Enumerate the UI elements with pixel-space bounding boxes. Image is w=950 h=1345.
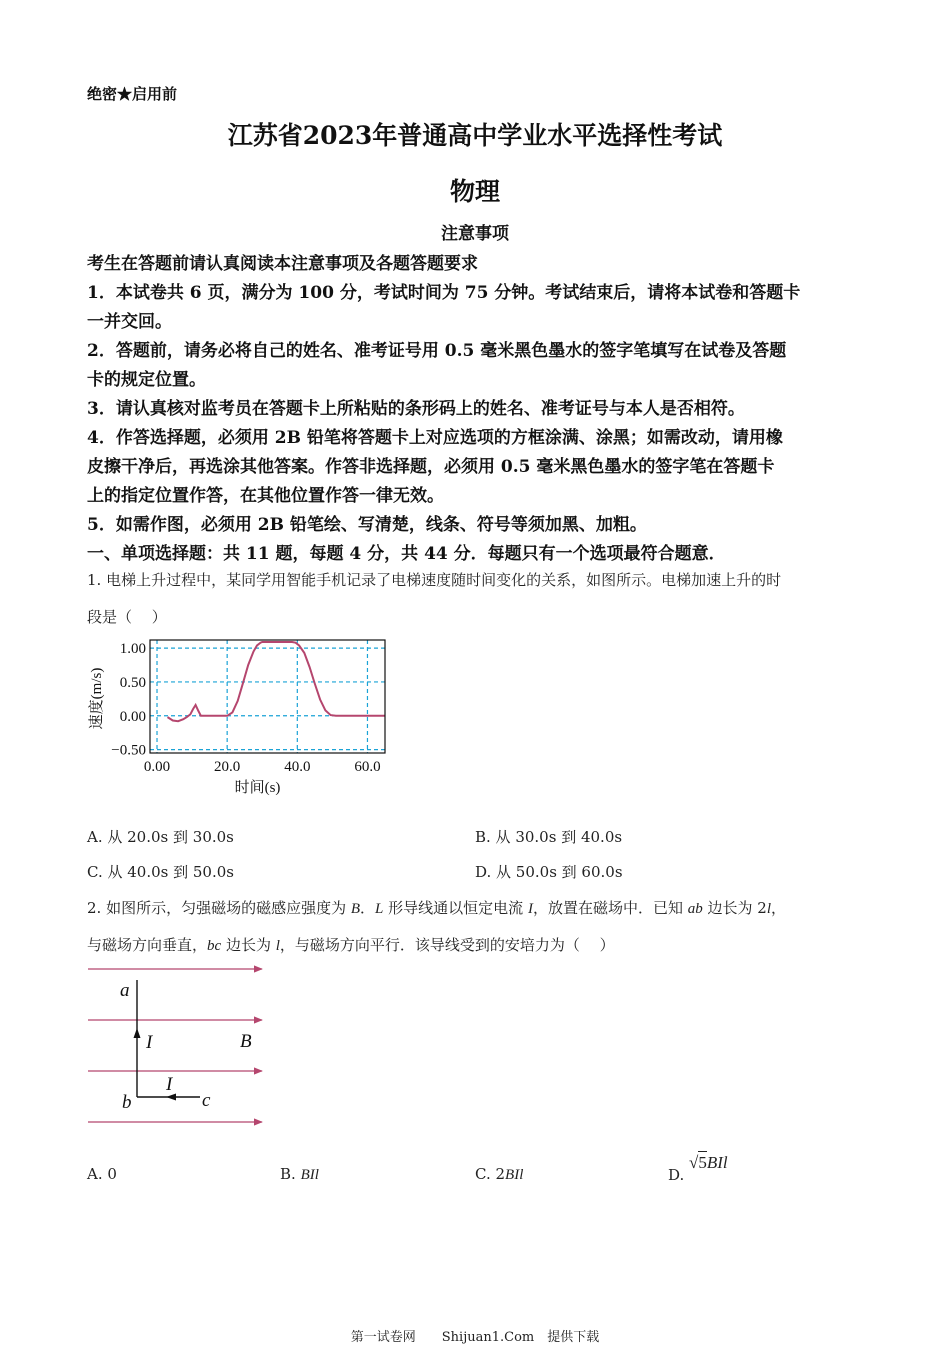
- notice-line: 5．如需作图，必须用 2B 铅笔绘、写清楚，线条、符号等须加黑、加粗。: [87, 515, 647, 535]
- x-axis-label: 时间(s): [234, 780, 281, 796]
- sqrt-symbol: √: [689, 1153, 699, 1172]
- question-2-text: 2. 如图所示，匀强磁场的磁感应强度为 B．L 形导线通以恒定电流 I，放置在磁场中．已知 ab 边长为 2l，: [87, 899, 786, 917]
- label-c: c: [202, 1090, 211, 1111]
- subject-title: 物理: [449, 177, 500, 206]
- y-axis-label: 速度(m/s): [89, 667, 105, 730]
- q1-option-a[interactable]: A. 从 20.0s 到 30.0s: [87, 828, 234, 846]
- confidential-label: 绝密★启用前: [87, 85, 178, 103]
- q2-option-d[interactable]: D. √5BIl: [668, 1153, 728, 1184]
- y-tick-label: 0.00: [119, 708, 146, 725]
- page-footer: 第一试卷网 Shijuan1.Com 提供下载: [350, 1330, 600, 1345]
- notice-line: 3．请认真核对监考员在答题卡上所粘贴的条形码上的姓名、准考证号与本人是否相符。: [87, 399, 745, 419]
- section-heading: 一、单项选择题：共 11 题，每题 4 分，共 44 分．每题只有一个选项最符合题意．: [87, 544, 726, 564]
- question-1-text: 1. 电梯上升过程中，某同学用智能手机记录了电梯速度随时间变化的关系，如图所示。电梯加速上升的时: [87, 571, 782, 589]
- magnetic-field-diagram: [82, 958, 272, 1138]
- notice-line: 卡的规定位置。: [87, 370, 206, 390]
- notice-line: 一并交回。: [87, 312, 172, 332]
- question-2-text-cont: 与磁场方向垂直，bc 边长为 l，与磁场方向平行．该导线受到的安培力为（ ）: [87, 936, 615, 954]
- x-tick-label: 40.0: [284, 759, 311, 775]
- y-tick-label: 1.00: [119, 641, 146, 658]
- notice-line: 2．答题前，请务必将自己的姓名、准考证号用 0.5 毫米黑色墨水的签字笔填写在试卷及答题: [87, 341, 787, 361]
- notice-line: 皮擦干净后，再选涂其他答案。作答非选择题，必须用 0.5 毫米黑色墨水的签字笔在答题卡: [87, 457, 775, 477]
- field-label-B: B: [240, 1031, 252, 1052]
- q1-option-b[interactable]: B. 从 30.0s 到 40.0s: [475, 828, 623, 846]
- y-tick-label: 0.50: [119, 674, 146, 691]
- notice-intro: 考生在答题前请认真阅读本注意事项及各题答题要求: [87, 254, 478, 274]
- current-arrow-up: [134, 1028, 141, 1038]
- velocity-time-chart: [82, 630, 402, 800]
- notice-line: 1．本试卷共 6 页，满分为 100 分，考试时间为 75 分钟。考试结束后，请将本试卷和答题卡: [87, 283, 801, 303]
- q1-option-d[interactable]: D. 从 50.0s 到 60.0s: [475, 863, 623, 881]
- current-label-ab: I: [146, 1032, 153, 1053]
- q2-option-b[interactable]: B. BIl: [280, 1165, 319, 1183]
- x-tick-labels: [144, 759, 381, 775]
- notice-line: 4．作答选择题，必须用 2B 铅笔将答题卡上对应选项的方框涂满、涂黑；如需改动，请用橡: [87, 428, 783, 448]
- chart-frame: [150, 640, 385, 753]
- chart-grid: [150, 640, 385, 753]
- q2-option-a[interactable]: A. 0: [87, 1165, 117, 1183]
- notice-heading: 注意事项: [441, 224, 509, 244]
- label-b: b: [122, 1092, 132, 1113]
- label-a: a: [120, 980, 130, 1001]
- exam-title: 江苏省2023年普通高中学业水平选择性考试: [227, 121, 723, 150]
- y-tick-label: −0.50: [111, 742, 146, 759]
- y-tick-labels: [111, 641, 146, 758]
- notice-line: 上的指定位置作答，在其他位置作答一律无效。: [87, 486, 444, 506]
- x-tick-label: 60.0: [354, 759, 381, 775]
- sqrt-expression: √5BIl: [689, 1153, 728, 1172]
- q1-option-c[interactable]: C. 从 40.0s 到 50.0s: [87, 863, 234, 881]
- x-tick-label: 20.0: [214, 759, 241, 775]
- q2-option-c[interactable]: C. 2BIl: [475, 1165, 524, 1183]
- current-label-bc: I: [166, 1074, 173, 1095]
- question-1-text-cont: 段是（ ）: [87, 608, 167, 626]
- x-tick-label: 0.00: [143, 759, 171, 775]
